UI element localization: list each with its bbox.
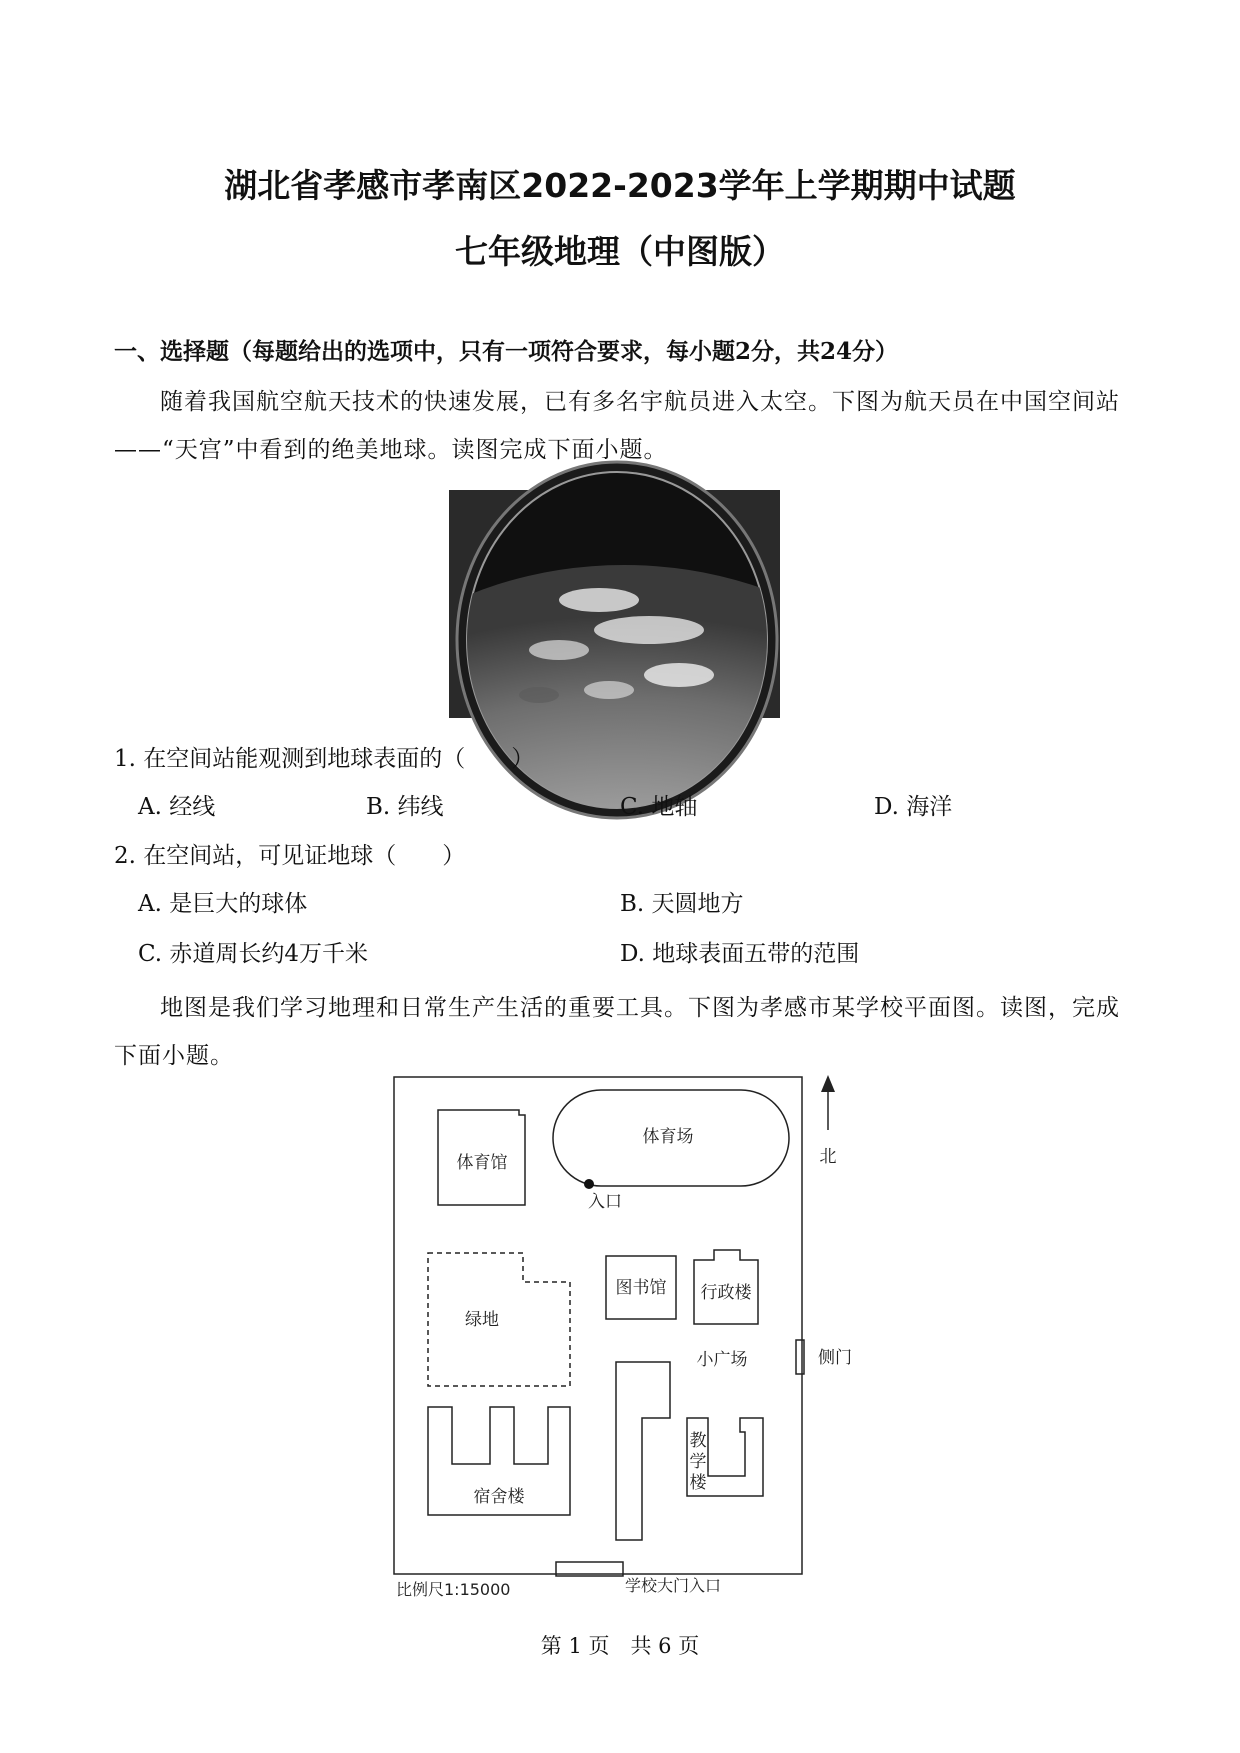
document-subtitle: 七年级地理（中图版） [455, 232, 785, 271]
school-plan-map [388, 1070, 852, 1600]
green-area [428, 1253, 570, 1386]
q1-option-d: D. 海洋 [874, 794, 953, 820]
q2-option-d: D. 地球表面五带的范围 [620, 941, 860, 967]
q1-option-a: A. 经线 [138, 794, 216, 820]
admin-label: 行政楼 [700, 1283, 752, 1303]
stadium-entrance-dot [584, 1179, 594, 1189]
gym-label: 体育馆 [456, 1153, 508, 1173]
north-label: 北 [819, 1147, 837, 1167]
entrance-label: 入口 [588, 1192, 622, 1212]
dorm-label: 宿舍楼 [473, 1487, 525, 1507]
teaching-label-1: 教 [689, 1431, 707, 1451]
q2-option-c: C. 赤道周长约4万千米 [138, 941, 369, 967]
teaching-building [616, 1362, 670, 1540]
teaching-label-2: 学 [689, 1452, 707, 1472]
side-gate [796, 1340, 804, 1374]
earth-window-photo [449, 490, 780, 718]
intro-paragraph-space: 随着我国航空航天技术的快速发展，已有多名宇航员进入太空。下图为航天员在中国空间站——“天宫”中看到的绝美地球。读图完成下面小题。 [114, 389, 1120, 463]
q1-option-c: C. 地轴 [620, 794, 698, 820]
q1-option-b: B. 纬线 [366, 794, 444, 820]
question-2-stem: 2. 在空间站，可见证地球（ ） [114, 843, 466, 869]
page-footer: 第 1 页 共 6 页 [540, 1634, 700, 1658]
intro-paragraph-map: 地图是我们学习地理和日常生产生活的重要工具。下图为孝感市某学校平面图。读图，完成下面小题。 [114, 995, 1120, 1069]
green-label: 绿地 [465, 1310, 499, 1330]
section-heading: 一、选择题（每题给出的选项中，只有一项符合要求，每小题2分，共24分） [114, 338, 899, 365]
main-gate-label: 学校大门入口 [624, 1576, 722, 1595]
north-arrow [821, 1075, 835, 1130]
campus-boundary [394, 1077, 802, 1574]
q2-option-a: A. 是巨大的球体 [138, 891, 308, 917]
teaching-label-3: 楼 [689, 1473, 707, 1493]
scale-label: 比例尺1:15000 [396, 1580, 511, 1599]
question-1-stem: 1. 在空间站能观测到地球表面的（ ） [114, 746, 535, 772]
side-gate-label: 侧门 [818, 1348, 852, 1368]
q2-option-b: B. 天圆地方 [620, 891, 744, 917]
plaza-label: 小广场 [696, 1350, 748, 1370]
library-label: 图书馆 [615, 1278, 667, 1298]
stadium-label: 体育场 [642, 1127, 694, 1147]
document-title: 湖北省孝感市孝南区2022-2023学年上学期期中试题 [224, 166, 1016, 205]
